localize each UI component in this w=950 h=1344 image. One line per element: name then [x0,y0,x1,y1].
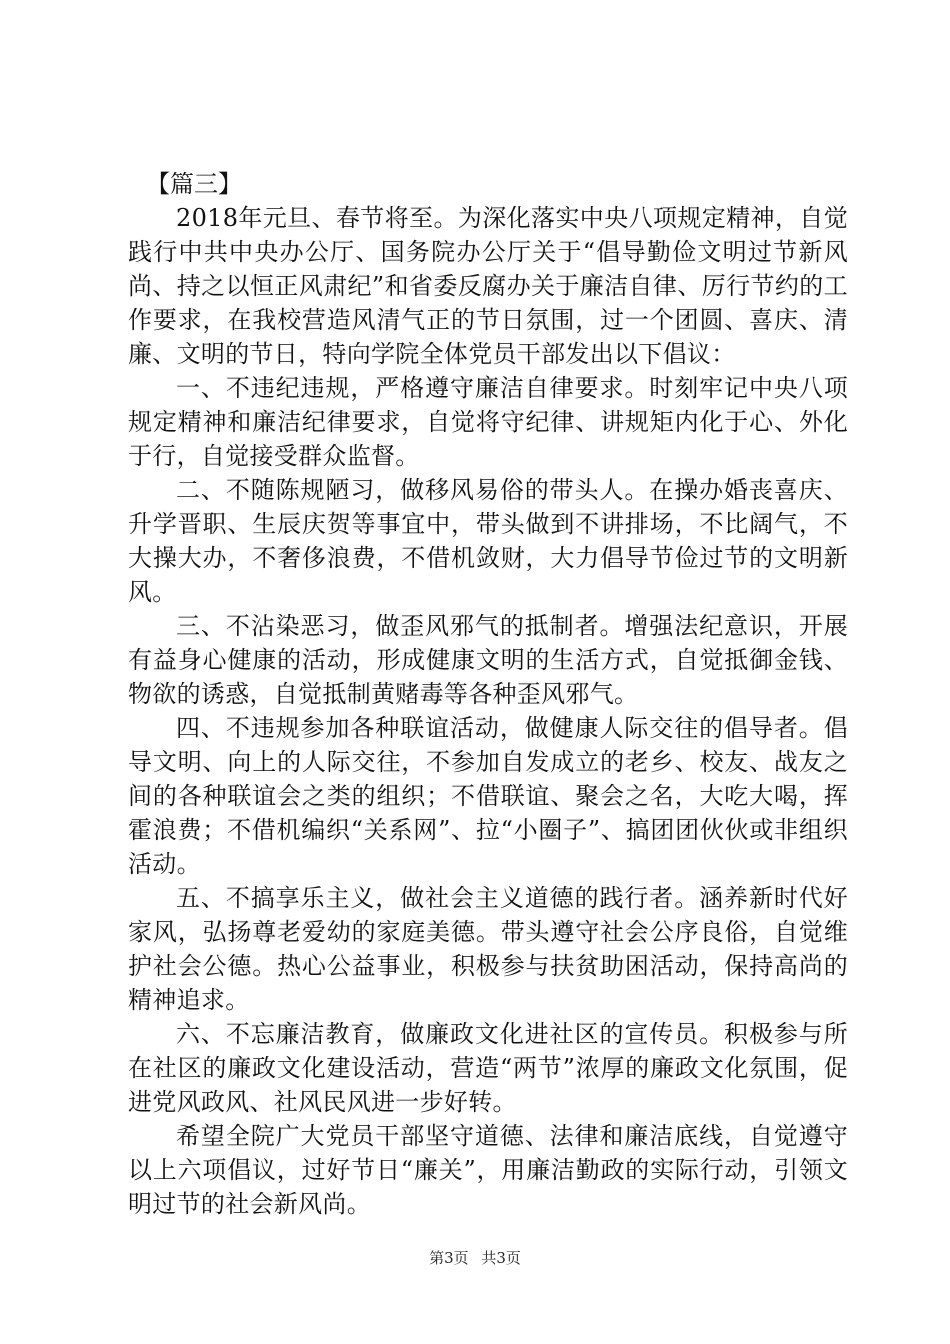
proposal-paragraph-1: 一、不违纪违规，严格遵守廉洁自律要求。时刻牢记中央八项规定精神和廉洁纪律要求，自觉将守纪律、讲规矩内化于心、外化于行，自觉接受群众监督。 [128,374,848,470]
proposal-paragraph-5: 五、不搞享乐主义，做社会主义道德的践行者。涵养新时代好家风，弘扬尊老爱幼的家庭美德。带头遵守社会公序良俗，自觉维护社会公德。热心公益事业，积极参与扶贫助困活动，保持高尚的精神追求。 [128,884,848,1014]
intro-paragraph: 2018年元旦、春节将至。为深化落实中央八项规定精神，自觉践行中共中央办公厅、国务院办公厅关于“倡导勤俭文明过节新风尚、持之以恒正风肃纪”和省委反腐办关于廉洁自律、厉行节约的工作要求，在我校营造风清气正的节日氛围，过一个团圆、喜庆、清廉、文明的节日，特向学院全体党员干部发出以下倡议： [128,204,848,368]
closing-paragraph: 希望全院广大党员干部坚守道德、法律和廉洁底线，自觉遵守以上六项倡议，过好节日“廉关”，用廉洁勤政的实际行动，引领文明过节的社会新风尚。 [128,1122,848,1218]
proposal-paragraph-3: 三、不沾染恶习，做歪风邪气的抵制者。增强法纪意识，开展有益身心健康的活动，形成健康文明的生活方式，自觉抵御金钱、物欲的诱惑，自觉抵制黄赌毒等各种歪风邪气。 [128,612,848,708]
proposal-paragraph-2: 二、不随陈规陋习，做移风易俗的带头人。在操办婚丧喜庆、升学晋职、生辰庆贺等事宜中，带头做到不讲排场，不比阔气，不大操大办，不奢侈浪费，不借机敛财，大力倡导节俭过节的文明新风。 [128,476,848,606]
page-footer [0,1248,950,1268]
proposal-paragraph-4: 四、不违规参加各种联谊活动，做健康人际交往的倡导者。倡导文明、向上的人际交往，不参加自发成立的老乡、校友、战友之间的各种联谊会之类的组织；不借联谊、聚会之名，大吃大喝，挥霍浪费；不借机编织“关系网”、拉“小圈子”、搞团团伙伙或非组织活动。 [128,714,848,878]
section-heading: 【篇三】 [146,170,242,198]
document-body [128,168,848,1221]
page-number-total: 共3页 [481,1249,521,1267]
proposal-paragraph-6: 六、不忘廉洁教育，做廉政文化进社区的宣传员。积极参与所在社区的廉政文化建设活动，营造“两节”浓厚的廉政文化氛围，促进党风政风、社风民风进一步好转。 [128,1020,848,1116]
page-number-current: 第3页 [429,1249,469,1267]
